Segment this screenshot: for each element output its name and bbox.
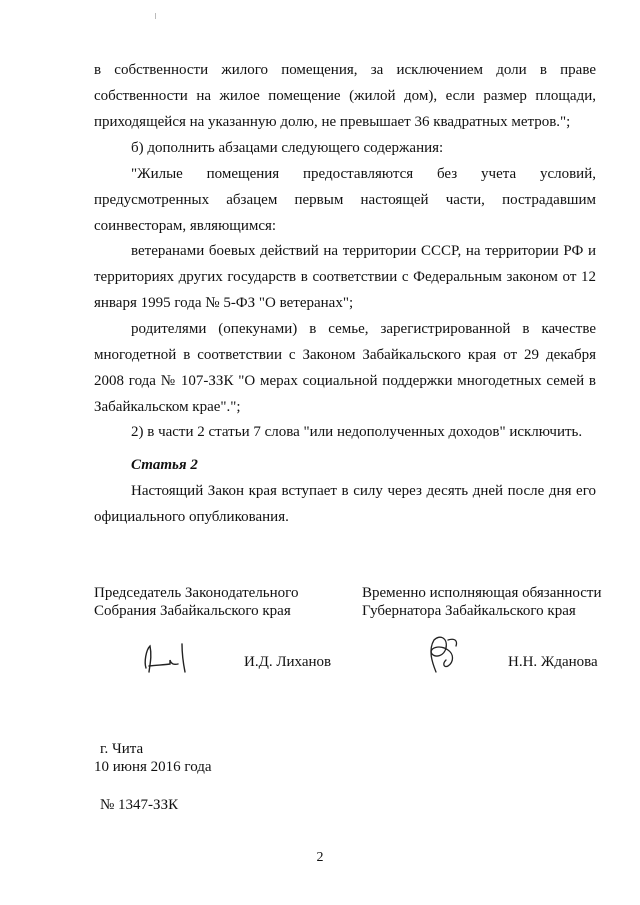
- paragraph-parents: родителями (опекунами) в семье, зарегистрированной в качестве многодетной в соответствии с Законом Забайкальского края от 29 декабря 2008 года № 107-ЗЗК "О мерах социальной поддержки многодетных семей в Забайкальском крае".";: [94, 321, 596, 415]
- paragraph-veterans: ветеранами боевых действий на территории СССР, на территории РФ и территориях других государств в соответствии с Федеральным законом от 12 января 1995 года № 5-ФЗ "О ветеранах";: [94, 243, 596, 311]
- left-signatory-title: Председатель Законодательного Собрания Забайкальского края: [94, 585, 299, 619]
- left-signatory-name: И.Д. Лиханов: [244, 654, 332, 670]
- paragraph-continuation: в собственности жилого помещения, за исключением доли в праве собственности на жилое помещение (жилой дом), если размер площади, приходящейся на указанную долю, не превышает 36 квадратных метров.";: [94, 62, 596, 130]
- place-of-signing: г. Чита: [100, 741, 144, 757]
- page-number: 2: [316, 850, 324, 865]
- date-of-signing: 10 июня 2016 года: [94, 759, 212, 775]
- left-handwritten-signature: [138, 638, 194, 678]
- scan-mark: [155, 13, 156, 19]
- right-signatory-name: Н.Н. Жданова: [508, 654, 598, 670]
- right-handwritten-signature: [418, 632, 468, 676]
- paragraph-quote-intro: "Жилые помещения предоставляются без учета условий, предусмотренных абзацем первым настоящей части, пострадавшим соинвесторам, являющимся:: [94, 166, 596, 234]
- paragraph-amendment-b: б) дополнить абзацами следующего содержания:: [131, 140, 444, 156]
- right-signatory-title: Временно исполняющая обязанности Губернатора Забайкальского края: [362, 585, 602, 619]
- article-text: Настоящий Закон края вступает в силу через десять дней после дня его официального опубликования.: [94, 483, 596, 525]
- article-heading: Статья 2: [131, 457, 198, 473]
- paragraph-item-2: 2) в части 2 статьи 7 слова "или недополученных доходов" исключить.: [131, 424, 583, 440]
- law-number: № 1347-ЗЗК: [100, 797, 179, 813]
